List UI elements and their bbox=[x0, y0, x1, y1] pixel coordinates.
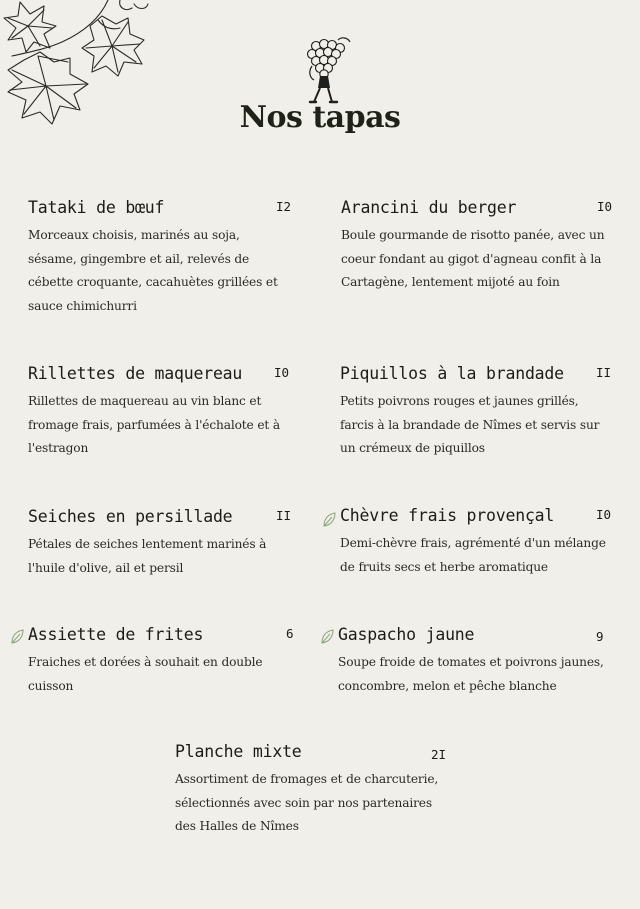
item-description: Soupe froide de tomates et poivrons jaunes, concombre, melon et pêche blanche bbox=[338, 655, 604, 693]
item-description: Petits poivrons rouges et jaunes grillés, farcis à la brandade de Nîmes et servis sur un crémeux de piquillos bbox=[340, 394, 600, 455]
item-description: Fraiches et dorées à souhait en double cuisson bbox=[28, 655, 263, 693]
menu-item bbox=[341, 198, 611, 295]
menu-item bbox=[340, 364, 612, 461]
menu-item bbox=[28, 364, 290, 461]
item-description: Rillettes de maquereau au vin blanc et fromage frais, parfumées à l'échalote et à l'estragon bbox=[28, 394, 280, 455]
menu-item bbox=[28, 507, 290, 580]
item-price: 9 bbox=[596, 629, 604, 644]
item-name: Planche mixte bbox=[175, 742, 302, 761]
item-price: I2 bbox=[276, 199, 292, 214]
item-description: Pétales de seiches lentement marinés à l'huile d'olive, ail et persil bbox=[28, 537, 267, 575]
grape-mascot-illustration bbox=[300, 36, 354, 106]
item-price: I0 bbox=[596, 507, 612, 522]
page-title: Nos tapas bbox=[239, 100, 401, 135]
item-name: Gaspacho jaune bbox=[338, 625, 475, 644]
menu-item bbox=[175, 742, 455, 839]
item-name: Assiette de frites bbox=[28, 625, 204, 644]
item-name: Tataki de bœuf bbox=[28, 198, 165, 217]
menu-item bbox=[338, 625, 612, 698]
item-price: I0 bbox=[597, 199, 613, 214]
menu-item bbox=[28, 625, 294, 698]
item-price: II bbox=[596, 365, 612, 380]
item-name: Arancini du berger bbox=[341, 198, 517, 217]
item-price: I0 bbox=[274, 365, 290, 380]
leaf-icon bbox=[10, 629, 24, 645]
item-name: Seiches en persillade bbox=[28, 507, 233, 526]
leaf-icon bbox=[322, 512, 336, 528]
item-description: Morceaux choisis, marinés au soja, sésame, gingembre et ail, relevés de cébette croquante, cacahuètes grillées et sauce chimichurri bbox=[28, 228, 278, 313]
item-name: Rillettes de maquereau bbox=[28, 364, 243, 383]
item-price: II bbox=[276, 508, 292, 523]
item-description: Assortiment de fromages et de charcuterie, sélectionnés avec soin par nos partenaires des Halles de Nîmes bbox=[175, 772, 439, 833]
item-name: Chèvre frais provençal bbox=[340, 506, 555, 525]
leaf-icon bbox=[320, 629, 334, 645]
item-description: Demi-chèvre frais, agrémenté d'un mélange de fruits secs et herbe aromatique bbox=[340, 536, 606, 574]
item-price: 6 bbox=[286, 626, 294, 641]
menu-item bbox=[340, 506, 612, 579]
item-name: Piquillos à la brandade bbox=[340, 364, 564, 383]
menu-item bbox=[28, 198, 290, 318]
item-description: Boule gourmande de risotto panée, avec un coeur fondant au gigot d'agneau confit à la Cartagène, lentement mijoté au foin bbox=[341, 228, 605, 289]
item-price: 2I bbox=[431, 747, 447, 762]
